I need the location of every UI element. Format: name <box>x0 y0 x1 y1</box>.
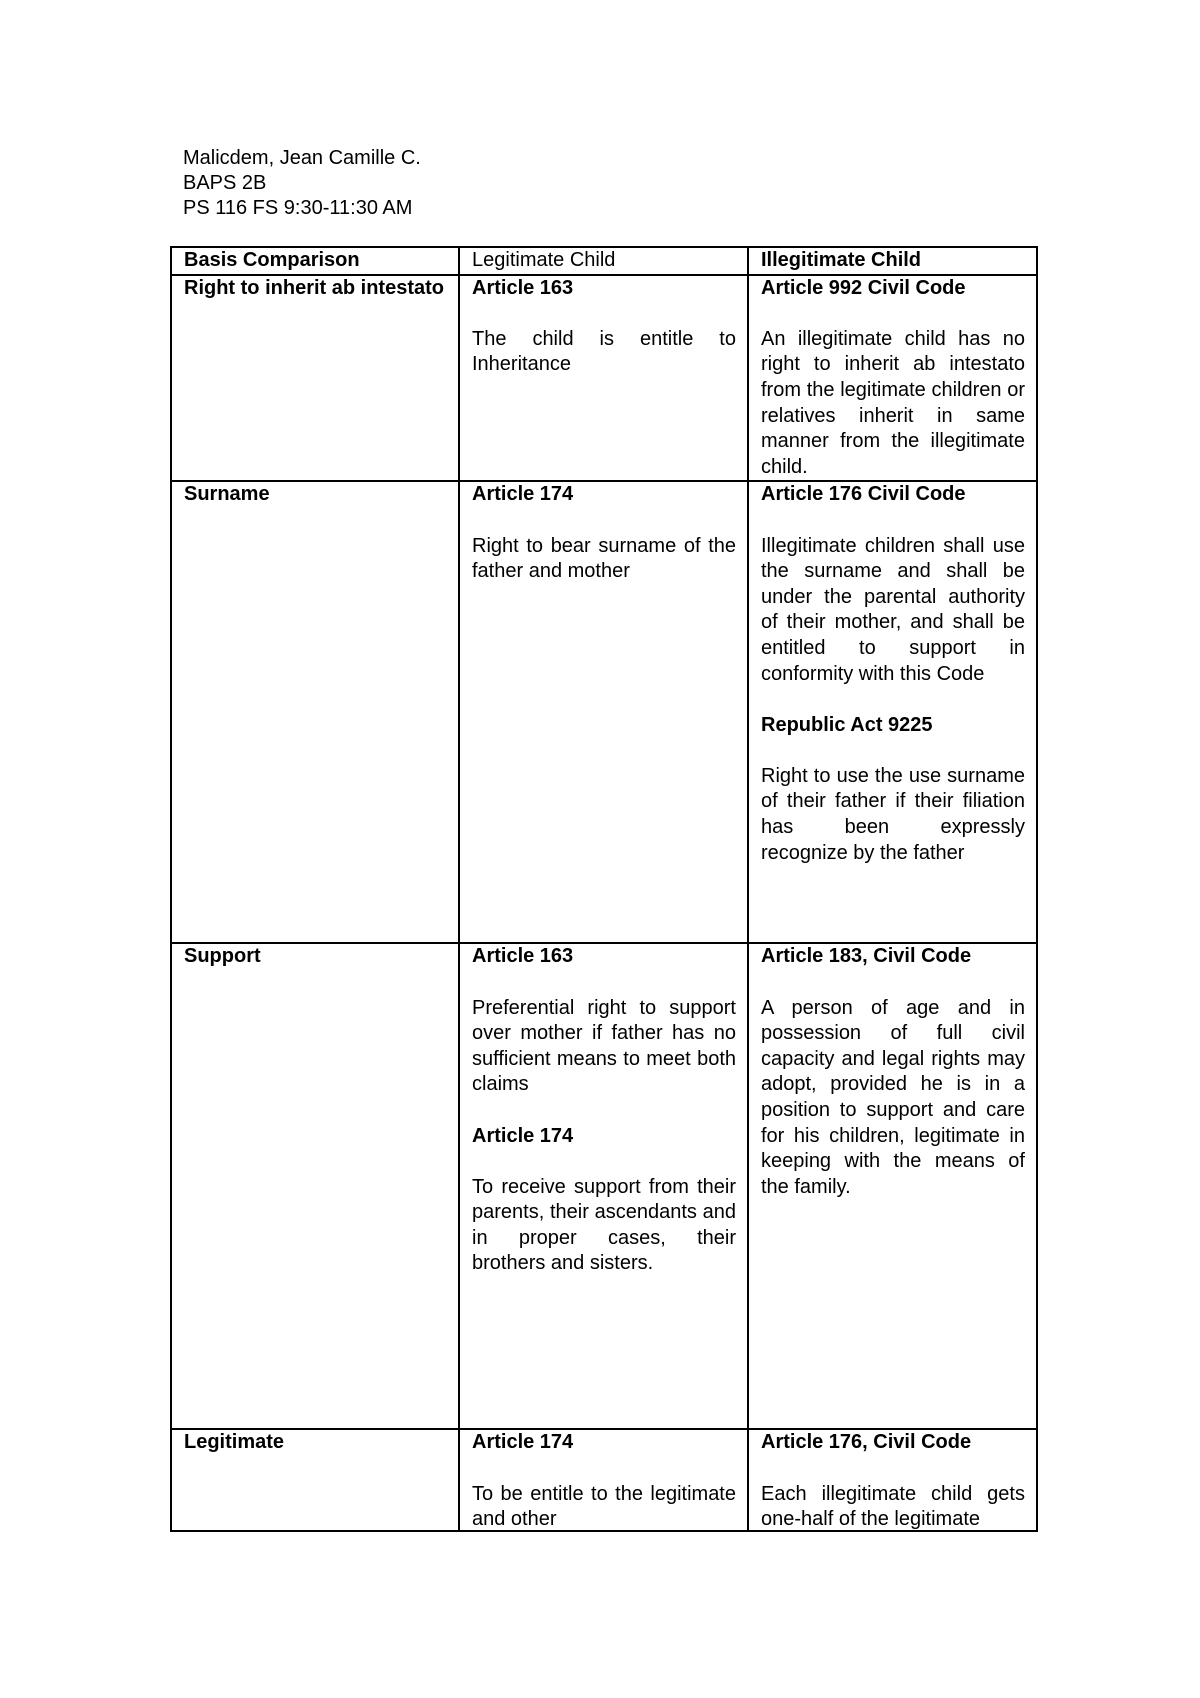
basis-label: Right to inherit ab intestato <box>184 276 444 299</box>
basis-cell <box>171 275 459 482</box>
article-heading: Article 176, Civil Code <box>761 1431 972 1454</box>
class-schedule: PS 116 FS 9:30-11:30 AM <box>183 197 413 219</box>
article-heading: Article 176 Civil Code <box>761 483 966 506</box>
header-basis-comparison: Basis Comparison <box>171 247 459 275</box>
article-text: To receive support from their parents, their ascendants and in proper cases, their brothers and sisters. <box>472 1175 736 1275</box>
basis-label: Support <box>184 945 261 968</box>
illegitimate-cell <box>748 481 1037 943</box>
legitimate-cell <box>459 481 748 943</box>
basis-cell <box>171 943 459 1429</box>
table-row <box>171 481 1037 943</box>
illegitimate-cell <box>748 275 1037 482</box>
table-row <box>171 943 1037 1429</box>
student-info <box>183 146 421 221</box>
article-heading: Article 163 <box>472 276 574 299</box>
article-text: The child is entitle to Inheritance <box>472 327 736 376</box>
basis-cell <box>171 481 459 943</box>
table-header-row <box>171 247 1037 275</box>
article-heading: Article 992 Civil Code <box>761 276 966 299</box>
illegitimate-cell <box>748 1429 1037 1531</box>
article-text: A person of age and in possession of full civil capacity and legal rights may adopt, provided he is in a position to support and care for his children, legitimate in keeping with the means of the family. <box>761 996 1025 1198</box>
basis-cell <box>171 1429 459 1531</box>
article-text: Illegitimate children shall use the surname and shall be under the parental authority of their mother, and shall be entitled to support in conformity with this Code <box>761 534 1025 685</box>
legitimate-cell <box>459 275 748 482</box>
article-heading: Article 163 <box>472 945 574 968</box>
article-heading: Republic Act 9225 <box>761 713 933 736</box>
article-heading: Article 174 <box>472 1431 574 1454</box>
illegitimate-cell <box>748 943 1037 1429</box>
comparison-table <box>170 246 1038 1532</box>
article-heading: Article 183, Civil Code <box>761 945 972 968</box>
article-text: An illegitimate child has no right to inherit ab intestato from the legitimate children or relatives inherit in same manner from the illegitimate child. <box>761 327 1025 478</box>
article-heading: Article 174 <box>472 1124 574 1147</box>
student-name: Malicdem, Jean Camille C. <box>183 147 421 169</box>
basis-label: Legitimate <box>184 1431 285 1454</box>
legitimate-cell <box>459 1429 748 1531</box>
article-text: Each illegitimate child gets one-half of the legitimate <box>761 1482 1025 1531</box>
article-text: Right to use the use surname of their father if their filiation has been expressly recognize by the father <box>761 764 1025 864</box>
table-row <box>171 1429 1037 1531</box>
basis-label: Surname <box>184 483 270 506</box>
header-legitimate-child: Legitimate Child <box>459 247 748 275</box>
article-text: Right to bear surname of the father and mother <box>472 534 736 583</box>
student-section: BAPS 2B <box>183 172 267 194</box>
article-text: To be entitle to the legitimate and other <box>472 1482 736 1531</box>
article-heading: Article 174 <box>472 483 574 506</box>
header-illegitimate-child: Illegitimate Child <box>748 247 1037 275</box>
table-row <box>171 275 1037 482</box>
legitimate-cell <box>459 943 748 1429</box>
article-text: Preferential right to support over mother if father has no sufficient means to meet both claims <box>472 996 736 1096</box>
